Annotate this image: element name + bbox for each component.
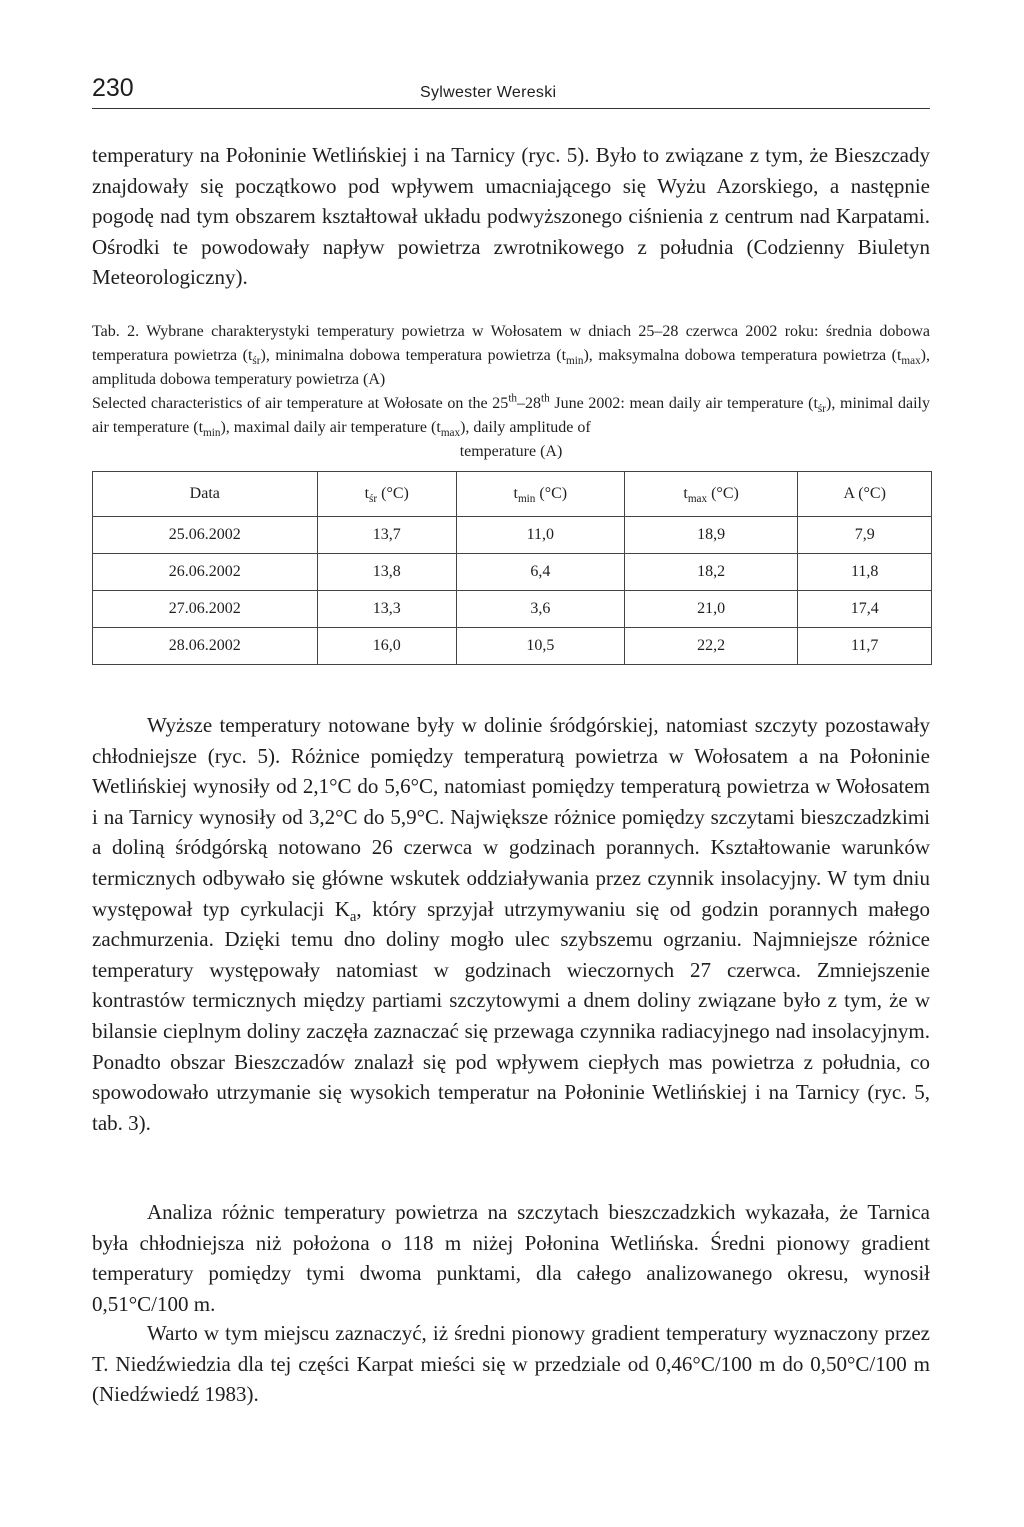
cell-date: 28.06.2002 — [93, 628, 318, 665]
cell-amplitude: 7,9 — [798, 517, 932, 554]
cell-t-min: 10,5 — [456, 628, 624, 665]
temperature-table — [92, 471, 932, 665]
cell-amplitude: 11,8 — [798, 554, 932, 591]
cell-t-max: 21,0 — [624, 591, 798, 628]
table-header-row — [93, 472, 932, 517]
paragraph-3: Analiza różnic temperatury powietrza na szczytach bieszczadzkich wykazała, że Tarnica była chłodniejsza niż położona o 118 m niżej Połonina Wetlińska. Średni pionowy gradient temperatury pomiędzy tymi dwoma punktami, dla całego analizowanego okresu, wynosił 0,51°C/100 m. — [92, 1200, 930, 1316]
col-header-t-sr: $t_{śr}$ (°C) — [317, 472, 456, 517]
cell-amplitude: 11,7 — [798, 628, 932, 665]
paragraph-4: Warto w tym miejscu zaznaczyć, iż średni pionowy gradient temperatury wyznaczony przez T. Niedźwiedzia dla tej części Karpat mieści się w przedziale od 0,46°C/100 m do 0,50°C/100 m (Niedźwiedź 1983). — [92, 1321, 930, 1407]
cell-t-min: 3,6 — [456, 591, 624, 628]
cell-t-sr: 13,3 — [317, 591, 456, 628]
table-row — [93, 554, 932, 591]
table-row — [93, 517, 932, 554]
running-head-author: Sylwester Wereski — [420, 84, 557, 101]
cell-t-max: 18,2 — [624, 554, 798, 591]
cell-t-max: 22,2 — [624, 628, 798, 665]
caption-english: Selected characteristics of air temperature at Wołosate on the 25th–28th June 2002: mean daily air temperature $(t_{śr})$, minimal daily air temperature $(t_{min})$, maximal daily air temperature $(t_{max})$, daily amplitude of — [92, 392, 930, 440]
cell-amplitude: 17,4 — [798, 591, 932, 628]
col-header-date: Data — [93, 472, 318, 517]
table-row — [93, 628, 932, 665]
cell-date: 26.06.2002 — [93, 554, 318, 591]
paragraph-1: temperatury na Połoninie Wetlińskiej i na Tarnicy (ryc. 5). Było to związane z tym, że Bieszczady znajdowały się początkowo pod wpływem umacniającego się Wyżu Azorskiego, a następnie pogodę nad tym obszarem kształtował układu podwyższonego ciśnienia z centrum nad Karpatami. Ośrodki te powodowały napływ powietrza zwrotnikowego z południa (Codzienny Biuletyn Meteorologiczny). — [92, 143, 930, 290]
cell-t-sr: 13,7 — [317, 517, 456, 554]
cell-t-min: 6,4 — [456, 554, 624, 591]
table-caption — [92, 320, 930, 464]
cell-t-max: 18,9 — [624, 517, 798, 554]
caption-polish: Tab. 2. Wybrane charakterystyki temperatury powietrza w Wołosatem w dniach 25–28 czerwca 2002 roku: średnia dobowa temperatura powietrza $(t_{śr})$, minimalna dobowa temperatura powietrza $(t_{min})$, maksymalna dobowa temperatura powietrza $(t_{max})$, amplituda dobowa temperatury powietrza (A) — [92, 323, 930, 388]
cell-t-min: 11,0 — [456, 517, 624, 554]
caption-english-last-line: temperature (A) — [459, 443, 563, 460]
cell-date: 25.06.2002 — [93, 517, 318, 554]
col-header-t-min: $t_{min}$ (°C) — [456, 472, 624, 517]
paragraph-2: Wyższe temperatury notowane były w dolinie śródgórskiej, natomiast szczyty pozostawały chłodniejsze (ryc. 5). Różnice pomiędzy temperaturą powietrza w Wołosatem a na Połoninie Wetlińskiej wynosiły od 2,1°C do 5,6°C, natomiast pomiędzy temperaturą powietrza w Wołosatem i na Tarnicy wynosiły od 3,2°C do 5,9°C. Największe różnice pomiędzy szczytami bieszczadzkimi a doliną śródgórską notowano 26 czerwca w godzinach porannych. Kształtowanie warunków termicznych odbywało się główne wskutek oddziaływania przez czynnik insolacyjny. W tym dniu występował typ cyrkulacji $K_a$, który sprzyjał utrzymywaniu się od godzin porannych małego zachmurzenia. Dzięki temu dno doliny mogło ulec szybszemu ogrzaniu. Najmniejsze różnice temperatury występowały natomiast w godzinach wieczornych 27 czerwca. Zmniejszenie kontrastów termicznych między partiami szczytowymi a dnem doliny związane było z tym, że w bilansie cieplnym doliny zaczęła zaznaczać się przewaga czynnika radiacyjnego nad insolacyjnym. Ponadto obszar Bieszczadów znalazł się pod wpływem ciepłych mas powietrza z południa, co spowodowało utrzymanie się wysokich temperatur na Połoninie Wetlińskiej i na Tarnicy (ryc. 5, tab. 3). — [92, 713, 930, 1135]
page-number: 230 — [92, 74, 134, 102]
col-header-amplitude: A (°C) — [798, 472, 932, 517]
cell-date: 27.06.2002 — [93, 591, 318, 628]
cell-t-sr: 13,8 — [317, 554, 456, 591]
table-row — [93, 591, 932, 628]
page-header — [92, 72, 930, 109]
col-header-t-max: $t_{max}$ (°C) — [624, 472, 798, 517]
cell-t-sr: 16,0 — [317, 628, 456, 665]
